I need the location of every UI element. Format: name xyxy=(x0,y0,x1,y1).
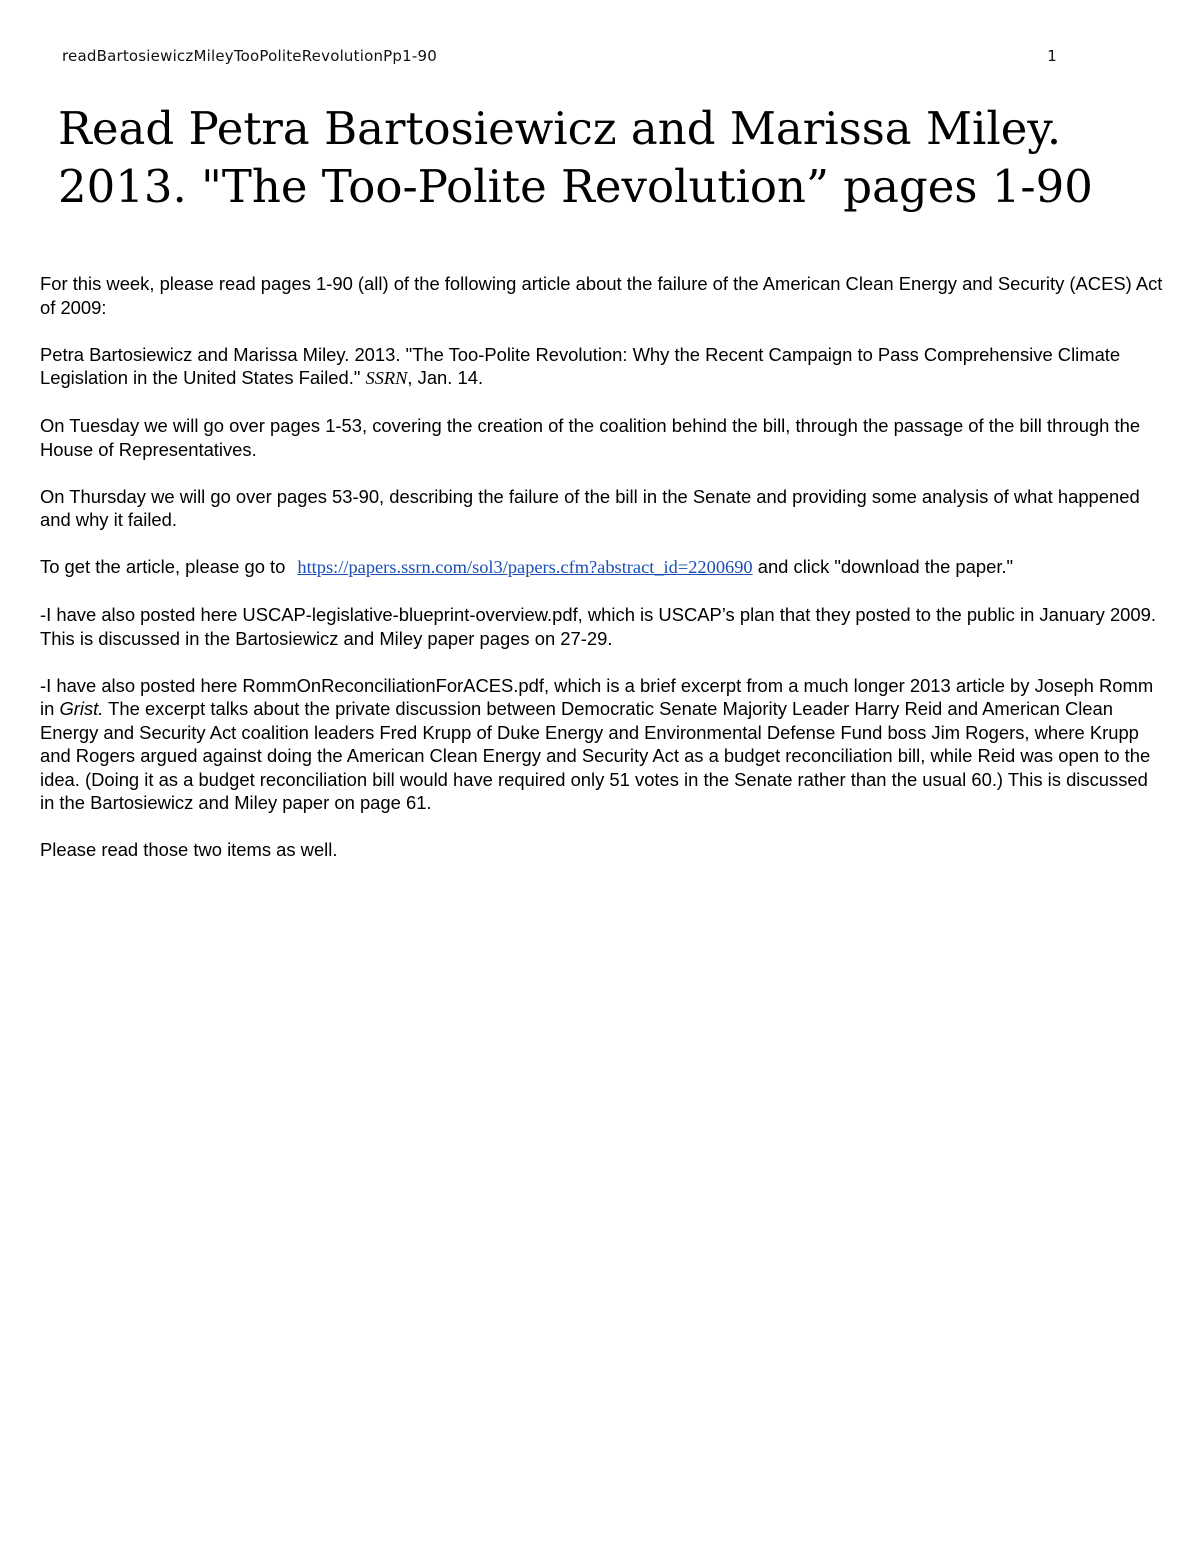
romm-text-part1: -I have also posted here RommOnReconciliationForACES.pdf, which is a brief excerpt from a much longer 2013 article by Joseph Romm in xyxy=(40,674,1154,719)
tuesday-paragraph: On Tuesday we will go over pages 1-53, covering the creation of the coalition behind the bill, through the passage of the bill through the House of Representatives. xyxy=(40,415,1141,460)
ssrn-paper-link[interactable]: https://papers.ssrn.com/sol3/papers.cfm?abstract_id=2200690 xyxy=(297,557,753,577)
get-article-suffix: and click "download the paper." xyxy=(752,556,1014,577)
citation-paragraph xyxy=(40,343,1165,391)
uscap-paragraph: -I have also posted here USCAP-legislative-blueprint-overview.pdf, which is USCAP’s plan that they posted to the public in January 2009. This is discussed in the Bartosiewicz and Miley paper pages on 27-29. xyxy=(40,604,1156,649)
get-article-prefix: To get the article, please go to xyxy=(40,556,286,577)
romm-paragraph xyxy=(40,674,1165,815)
closing-paragraph: Please read those two items as well. xyxy=(40,839,338,860)
page-number: 1 xyxy=(1047,47,1057,65)
citation-text: Petra Bartosiewicz and Marissa Miley. 2013. "The Too-Polite Revolution: Why the Recent Campaign to Pass Comprehensive Climate Legislation in the United States Failed." xyxy=(40,343,1121,388)
get-article-paragraph xyxy=(40,555,1165,580)
citation-date: , Jan. 14. xyxy=(407,367,484,388)
title-line-1: Read Petra Bartosiewicz and Marissa Miley. xyxy=(58,102,1062,155)
citation-journal: SSRN xyxy=(365,368,408,388)
page-title xyxy=(58,100,1158,216)
romm-source: Grist. xyxy=(59,698,104,719)
thursday-paragraph: On Thursday we will go over pages 53-90, describing the failure of the bill in the Senate and providing some analysis of what happened and why it failed. xyxy=(40,485,1140,530)
header-filename: readBartosiewiczMileyTooPoliteRevolutionPp1-90 xyxy=(62,47,437,65)
body-text xyxy=(40,272,1165,885)
running-header xyxy=(62,47,1057,71)
title-line-2: 2013. "The Too-Polite Revolution” pages 1-90 xyxy=(58,160,1093,213)
romm-text-part2: The excerpt talks about the private discussion between Democratic Senate Majority Leader Harry Reid and American Clean Energy and Security Act coalition leaders Fred Krupp of Duke Energy and Environmental Defense Fund boss Jim Rogers, where Krupp and Rogers argued against doing the American Clean Energy and Security Act as a budget reconciliation bill, while Reid was open to the idea. (Doing it as a budget reconciliation bill would have required only 51 votes in the Senate rather than the usual 60.) This is discussed in the Bartosiewicz and Miley paper on page 61. xyxy=(40,698,1151,813)
intro-paragraph: For this week, please read pages 1-90 (all) of the following article about the failure of the American Clean Energy and Security (ACES) Act of 2009: xyxy=(40,273,1163,318)
